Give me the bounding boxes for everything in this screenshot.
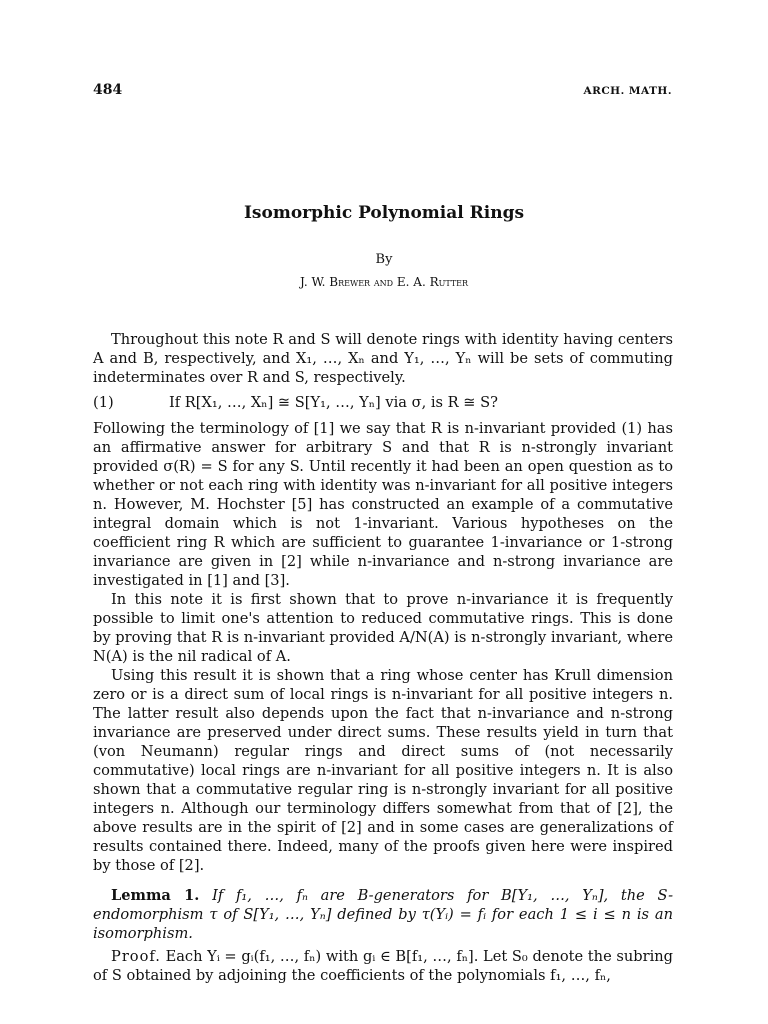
proof-heading: Proof. xyxy=(111,948,161,965)
second-result-paragraph: Using this result it is shown that a ring whose center has Krull dimension zero or is a direct sum of local rings is n-invariant for all positive integers n. The latter result also depends upon the fact that n-invariance and n-strong invariance are preserved under direct sums. These results yield in turn that (von Neumann) regular rings and direct sums of (not necessarily commutative) local rings are n-invariant for all positive integers n. It is also shown that a commutative regular ring is n-strongly invariant for all positive integers n. Although our terminology differs somewhat from that of [2], the above results are in the spirit of [2] and in some cases are generalizations of results contained there. Indeed, many of the proofs given here were inspired by those of [2]. xyxy=(93,667,673,874)
terminology-paragraph: Following the terminology of [1] we say that R is n-invariant provided (1) has an affirmative answer for arbitrary S and that R is n-strongly invariant provided σ(R) = S for any S. Until recently it had been an open question as to whether or not each ring with identity was n-invariant for all positive integers n. However, M. Hochster [5] has constructed an example of a commutative integral domain which is not 1-invariant. Various hypotheses on the coefficient ring R which are sufficient to guarantee 1-invariance or 1-strong invariance are given in [2] while n-invariance and n-strong invariance are investigated in [1] and [3]. xyxy=(93,420,673,589)
proof-text: Each Yᵢ = gᵢ(f₁, …, fₙ) with gᵢ ∈ B[f₁, …, fₙ]. Let S₀ denote the subring of S obtained by adjoining the coefficients of the polynomials f₁, …, fₙ, xyxy=(93,948,674,984)
page-number: 484 xyxy=(93,82,123,98)
proof-paragraph xyxy=(93,947,673,985)
author-names: J. W. Brewer and E. A. Rutter xyxy=(299,275,469,289)
lemma-statement: If f₁, …, fₙ are B-generators for B[Y₁, …, Yₙ], the S-endomorphism τ of S[Y₁, …, Yₙ] defined by τ(Yᵢ) = fᵢ for each 1 ≤ i ≤ n is an isomorphism. xyxy=(93,887,674,942)
equation-1 xyxy=(93,393,673,412)
journal-name: ARCH. MATH. xyxy=(583,85,672,97)
intro-paragraph: Throughout this note R and S will denote rings with identity having centers A and B, respectively, and X₁, …, Xₙ and Y₁, …, Yₙ will be sets of commuting indeterminates over R and S, respectively. xyxy=(93,331,673,386)
lemma-heading: Lemma 1. xyxy=(111,887,200,904)
article-body xyxy=(93,330,673,985)
first-result-paragraph: In this note it is first shown that to prove n-invariance it is frequently possible to limit one's attention to reduced commutative rings. This is done by proving that R is n-invariant provided A/N(A) is n-strongly invariant, where N(A) is the nil radical of A. xyxy=(93,591,673,665)
equation-label: (1) xyxy=(93,394,114,411)
equation-text: If R[X₁, …, Xₙ] ≅ S[Y₁, …, Yₙ] via σ, is R ≅ S? xyxy=(169,394,498,411)
running-head xyxy=(93,82,672,98)
article-title: Isomorphic Polynomial Rings xyxy=(243,203,525,223)
byline-label: By xyxy=(375,252,393,267)
lemma-1 xyxy=(93,886,673,943)
